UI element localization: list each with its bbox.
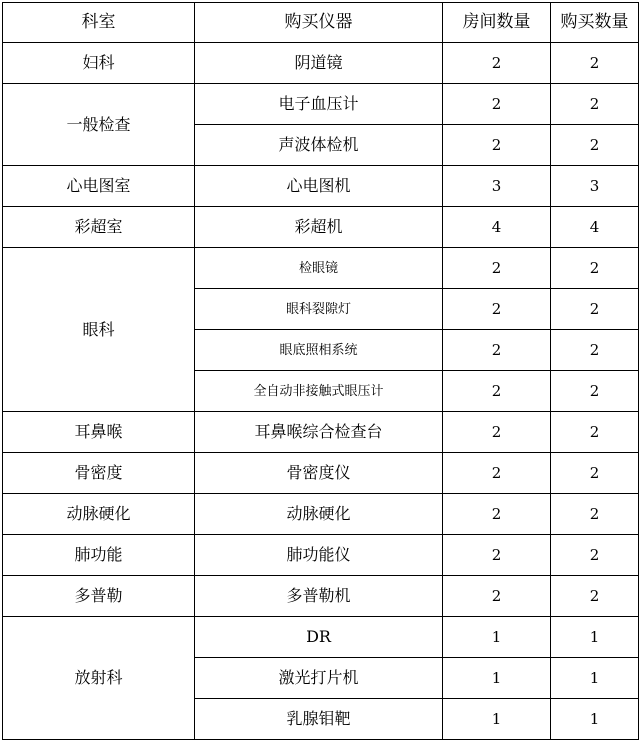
table-row [3,576,639,617]
rooms-cell: 1 [443,699,551,740]
quantity-cell: 2 [551,248,639,289]
rooms-cell: 2 [443,289,551,330]
rooms-cell: 2 [443,248,551,289]
rooms-cell: 2 [443,453,551,494]
rooms-cell: 2 [443,43,551,84]
rooms-cell: 2 [443,84,551,125]
device-cell: 电子血压计 [195,84,443,125]
table-row [3,535,639,576]
device-cell: 耳鼻喉综合检查台 [195,412,443,453]
quantity-cell: 2 [551,535,639,576]
quantity-cell: 2 [551,576,639,617]
rooms-cell: 2 [443,576,551,617]
rooms-cell: 2 [443,125,551,166]
device-cell: 检眼镜 [195,248,443,289]
department-cell: 动脉硬化 [3,494,195,535]
table-row [3,84,639,125]
department-cell: 眼科 [3,248,195,412]
table-row [3,494,639,535]
rooms-cell: 1 [443,658,551,699]
header-rooms: 房间数量 [443,3,551,43]
quantity-cell: 1 [551,658,639,699]
header-device: 购买仪器 [195,3,443,43]
table-row [3,43,639,84]
device-cell: 阴道镜 [195,43,443,84]
quantity-cell: 1 [551,617,639,658]
rooms-cell: 1 [443,617,551,658]
header-quantity: 购买数量 [551,3,639,43]
department-cell: 妇科 [3,43,195,84]
department-cell: 耳鼻喉 [3,412,195,453]
rooms-cell: 2 [443,494,551,535]
quantity-cell: 1 [551,699,639,740]
table-header [3,3,639,43]
device-cell: 肺功能仪 [195,535,443,576]
table-row [3,248,639,289]
device-cell: 激光打片机 [195,658,443,699]
device-cell: 眼科裂隙灯 [195,289,443,330]
device-cell: 彩超机 [195,207,443,248]
table-row [3,207,639,248]
rooms-cell: 4 [443,207,551,248]
quantity-cell: 2 [551,453,639,494]
department-cell: 心电图室 [3,166,195,207]
rooms-cell: 2 [443,412,551,453]
quantity-cell: 2 [551,371,639,412]
device-cell: 骨密度仪 [195,453,443,494]
device-cell: 声波体检机 [195,125,443,166]
header-row [3,3,639,43]
quantity-cell: 2 [551,330,639,371]
device-cell: DR [195,617,443,658]
rooms-cell: 2 [443,371,551,412]
department-cell: 肺功能 [3,535,195,576]
rooms-cell: 2 [443,330,551,371]
table-row [3,166,639,207]
quantity-cell: 2 [551,84,639,125]
table-body [3,43,639,740]
device-cell: 全自动非接触式眼压计 [195,371,443,412]
device-cell: 乳腺钼靶 [195,699,443,740]
table-row [3,453,639,494]
rooms-cell: 3 [443,166,551,207]
department-cell: 一般检查 [3,84,195,166]
device-cell: 多普勒机 [195,576,443,617]
quantity-cell: 2 [551,412,639,453]
department-cell: 多普勒 [3,576,195,617]
quantity-cell: 4 [551,207,639,248]
quantity-cell: 2 [551,43,639,84]
rooms-cell: 2 [443,535,551,576]
table-row [3,412,639,453]
department-cell: 放射科 [3,617,195,740]
device-cell: 眼底照相系统 [195,330,443,371]
device-cell: 心电图机 [195,166,443,207]
quantity-cell: 3 [551,166,639,207]
table-row [3,617,639,658]
equipment-table [2,2,639,740]
quantity-cell: 2 [551,494,639,535]
quantity-cell: 2 [551,125,639,166]
header-department: 科室 [3,3,195,43]
department-cell: 骨密度 [3,453,195,494]
device-cell: 动脉硬化 [195,494,443,535]
department-cell: 彩超室 [3,207,195,248]
quantity-cell: 2 [551,289,639,330]
